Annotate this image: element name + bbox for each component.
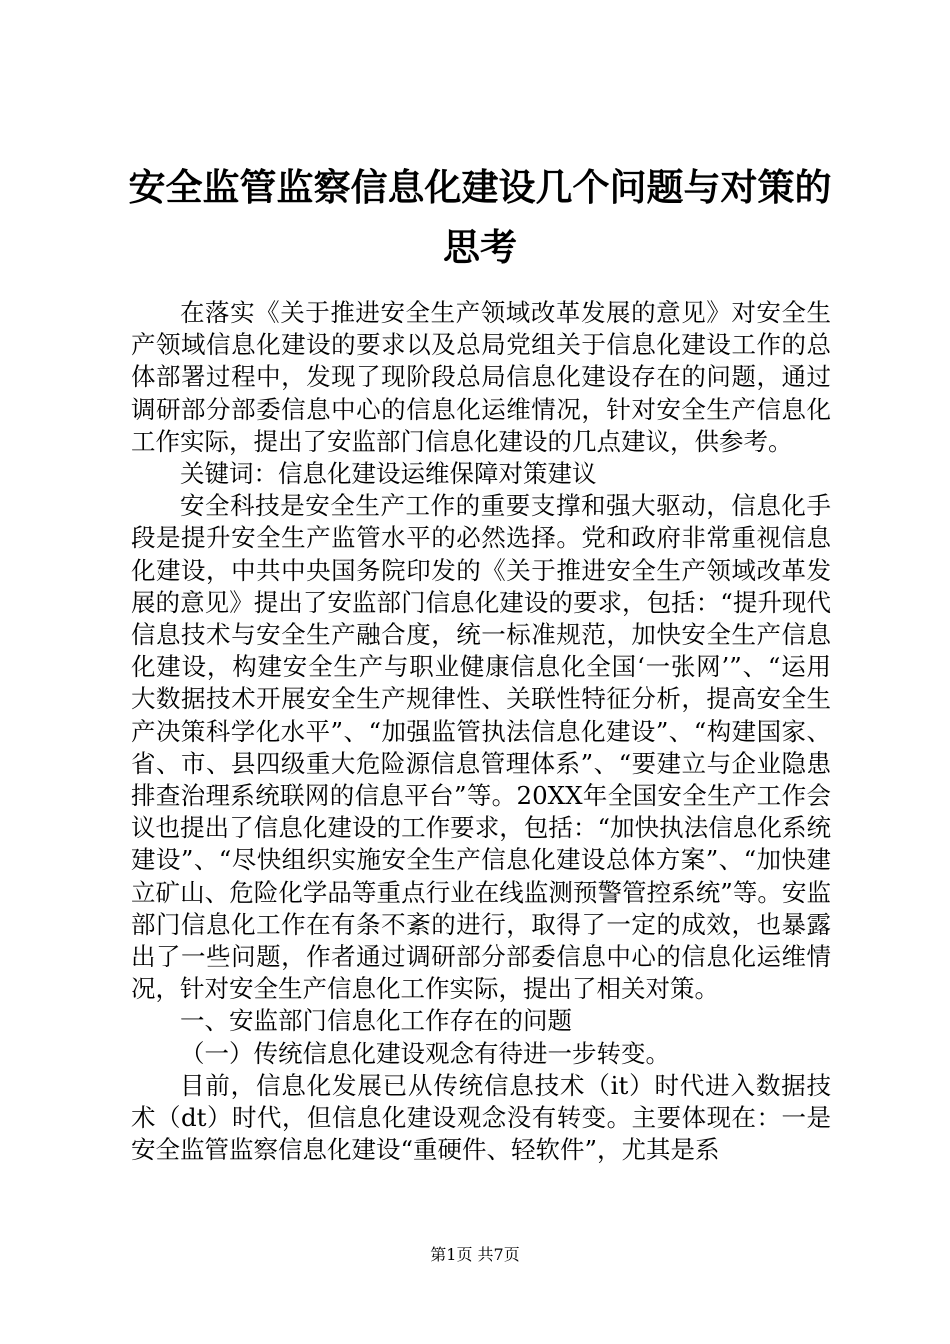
section-heading-1: 一、安监部门信息化工作存在的问题	[180, 1006, 572, 1036]
paragraph-subsection-1: 目前，信息化发展已从传统信息技术（it）时代进入数据技术（dt）时代，但信息化建设观念没有转变。主要体现在：一是安全监管监察信息化建设“重硬件、轻软件”，尤其是系	[131, 1070, 831, 1165]
paragraph-intro: 在落实《关于推进安全生产领域改革发展的意见》对安全生产领域信息化建设的要求以及总局党组关于信息化建设工作的总体部署过程中，发现了现阶段总局信息化建设存在的问题，通过调研部分部委信息中心的信息化运维情况，针对安全生产信息化工作实际，提出了安监部门信息化建设的几点建议，供参考。	[131, 298, 831, 456]
paragraph-background: 安全科技是安全生产工作的重要支撑和强大驱动，信息化手段是提升安全生产监管水平的必然选择。党和政府非常重视信息化建设，中共中央国务院印发的《关于推进安全生产领域改革发展的意见》提出了安监部门信息化建设的要求，包括：“提升现代信息技术与安全生产融合度，统一标准规范，加快安全生产信息化建设，构建安全生产与职业健康信息化全国‘一张网’”、“运用大数据技术开展安全生产规律性、关联性特征分析，提高安全生产决策科学化水平”、“加强监管执法信息化建设”、“构建国家、省、市、县四级重大危险源信息管理体系”、“要建立与企业隐患排查治理系统联网的信息平台”等。20XX年全国安全生产工作会议也提出了信息化建设的工作要求，包括：“加快执法信息化系统建设”、“尽快组织实施安全生产信息化建设总体方案”、“加快建立矿山、危险化学品等重点行业在线监测预警管控系统”等。安监部门信息化工作在有条不紊的进行，取得了一定的成效，也暴露出了一些问题，作者通过调研部分部委信息中心的信息化运维情况，针对安全生产信息化工作实际，提出了相关对策。	[131, 491, 831, 1004]
document-body	[131, 297, 831, 1166]
paragraph-keywords: 关键词：信息化建设运维保障对策建议	[180, 459, 597, 489]
page-footer: 第1页 共7页	[430, 1245, 520, 1264]
document-title: 安全监管监察信息化建设几个问题与对策的思考	[128, 166, 832, 269]
subsection-heading-1: （一）传统信息化建设观念有待进一步转变。	[180, 1038, 670, 1068]
